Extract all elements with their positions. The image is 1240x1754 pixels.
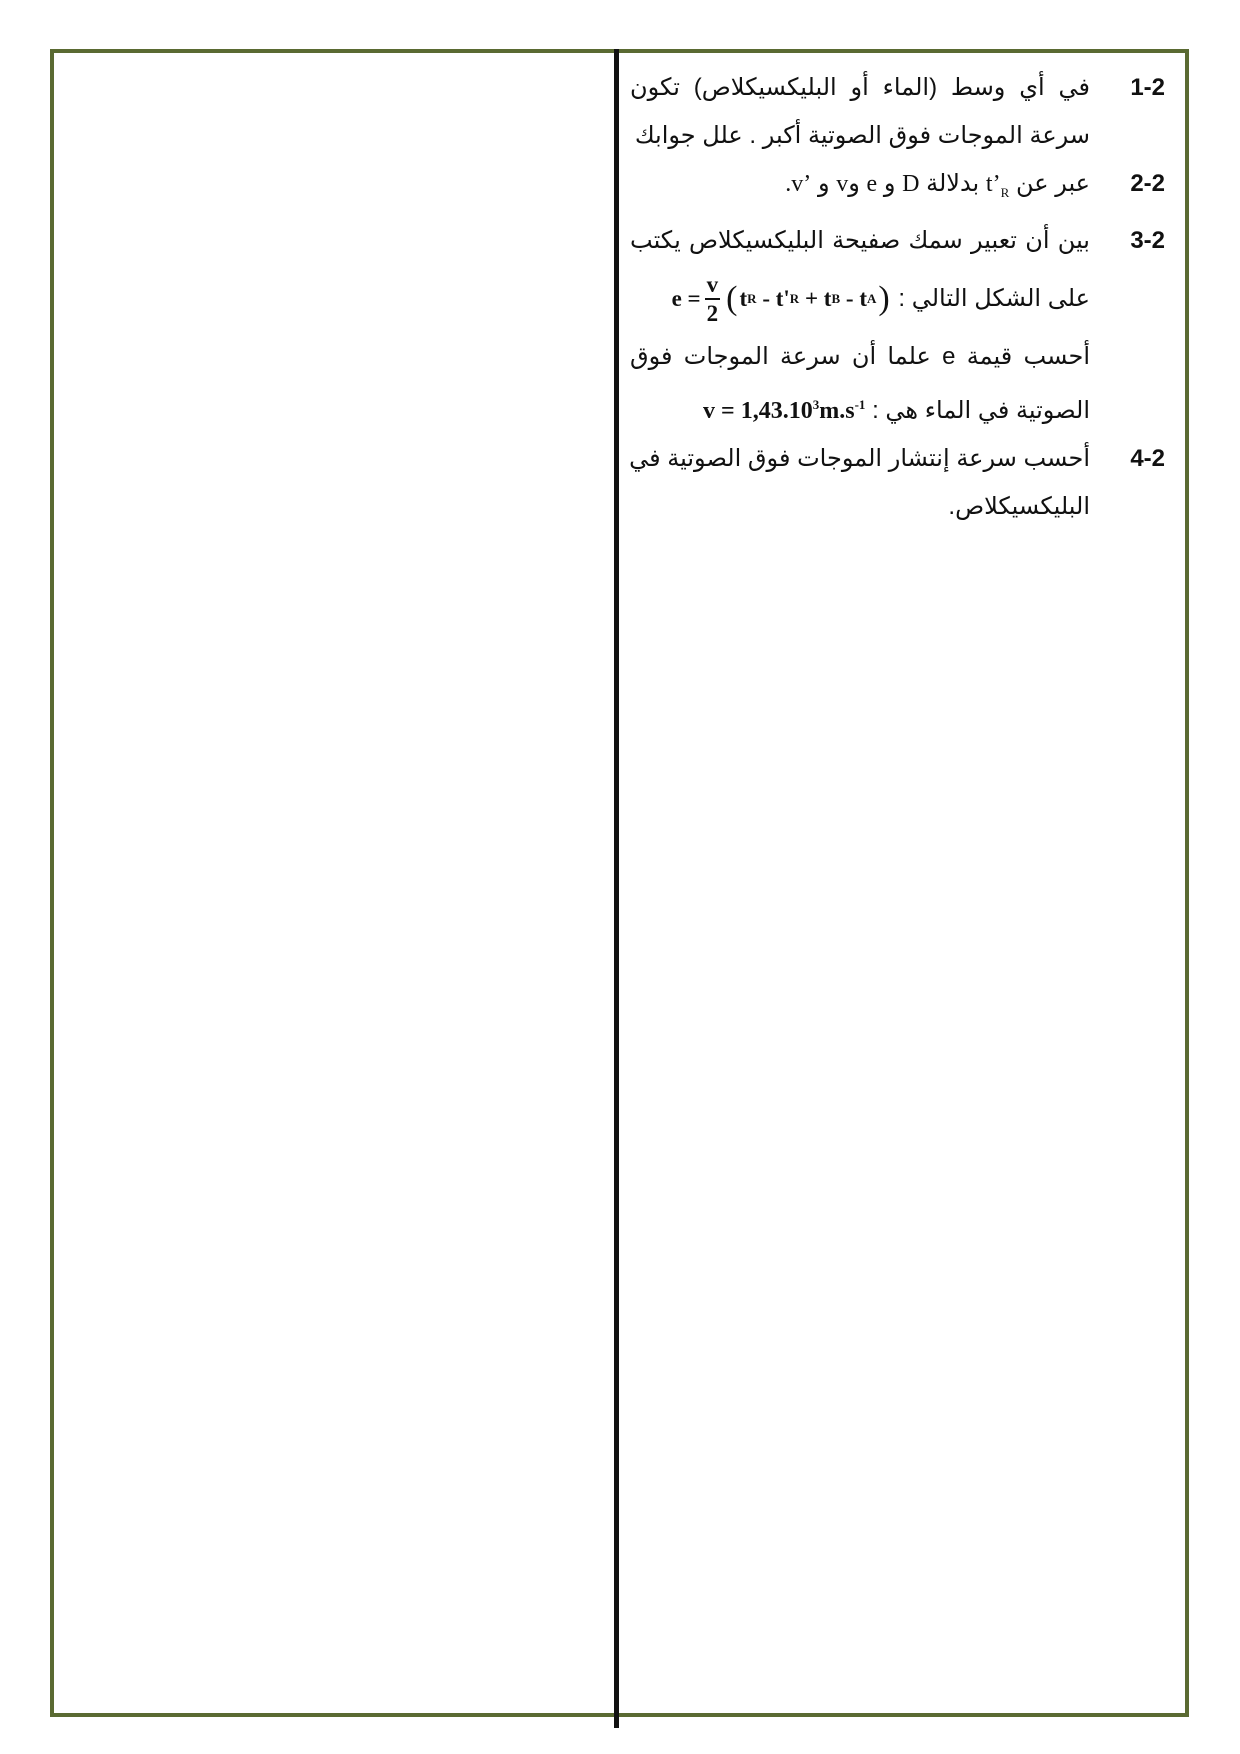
variable-e: e: [866, 171, 878, 197]
text-fragment: عبر عن: [1015, 170, 1090, 197]
water-speed-value: $v = 1,43.10^3m.s^{-1}$: [703, 396, 866, 424]
question-text-line: بين أن تعبير سمك صفيحة البليكسيكلاص يكتب: [630, 226, 1090, 254]
question-number: 3-2: [1130, 226, 1165, 254]
question-number: 4-2: [1130, 444, 1165, 472]
question-text-line: البليكسيكلاص.: [948, 492, 1090, 520]
question-text-line: في أي وسط (الماء أو البليكسيكلاص) تكون: [630, 74, 1090, 101]
text-fragment: و: [883, 170, 896, 197]
text-fragment: بدلالة: [926, 170, 980, 197]
text-fragment: على الشكل التالي :: [898, 284, 1090, 312]
fraction: $\frac{v}{2}$: [706, 272, 719, 327]
question-text-line: [630, 160, 1090, 217]
text-fragment: الصوتية في الماء هي :: [872, 396, 1090, 424]
question-4-2: [630, 435, 1165, 531]
question-text-line: سرعة الموجات فوق الصوتية أكبر . علل جوابك: [634, 122, 1090, 149]
question-text-line: أحسب سرعة إنتشار الموجات فوق الصوتية في: [629, 444, 1090, 472]
question-text-line: [630, 269, 1090, 329]
question-3-2: [630, 217, 1165, 435]
thickness-formula: e = $\frac{v}{2}$ ( t R - t' R + t B - t A ): [671, 272, 890, 327]
variable-d: D: [902, 171, 920, 197]
question-2-2: [630, 160, 1165, 217]
column-divider: [614, 49, 619, 1728]
question-text-line: [630, 381, 1090, 435]
variable-v-prime: .v’: [785, 171, 812, 197]
variable-t-prime-r: $t’_R$: [985, 171, 1010, 200]
text-fragment: و: [848, 170, 860, 197]
question-1-2: [630, 64, 1165, 160]
question-number: 1-2: [1130, 74, 1165, 101]
question-number: 2-2: [1130, 170, 1165, 197]
questions-column: [630, 64, 1165, 531]
text-fragment: و: [817, 170, 830, 197]
variable-v: v: [836, 171, 849, 197]
question-text-line: أحسب قيمة e علما أن سرعة الموجات فوق: [630, 342, 1090, 370]
